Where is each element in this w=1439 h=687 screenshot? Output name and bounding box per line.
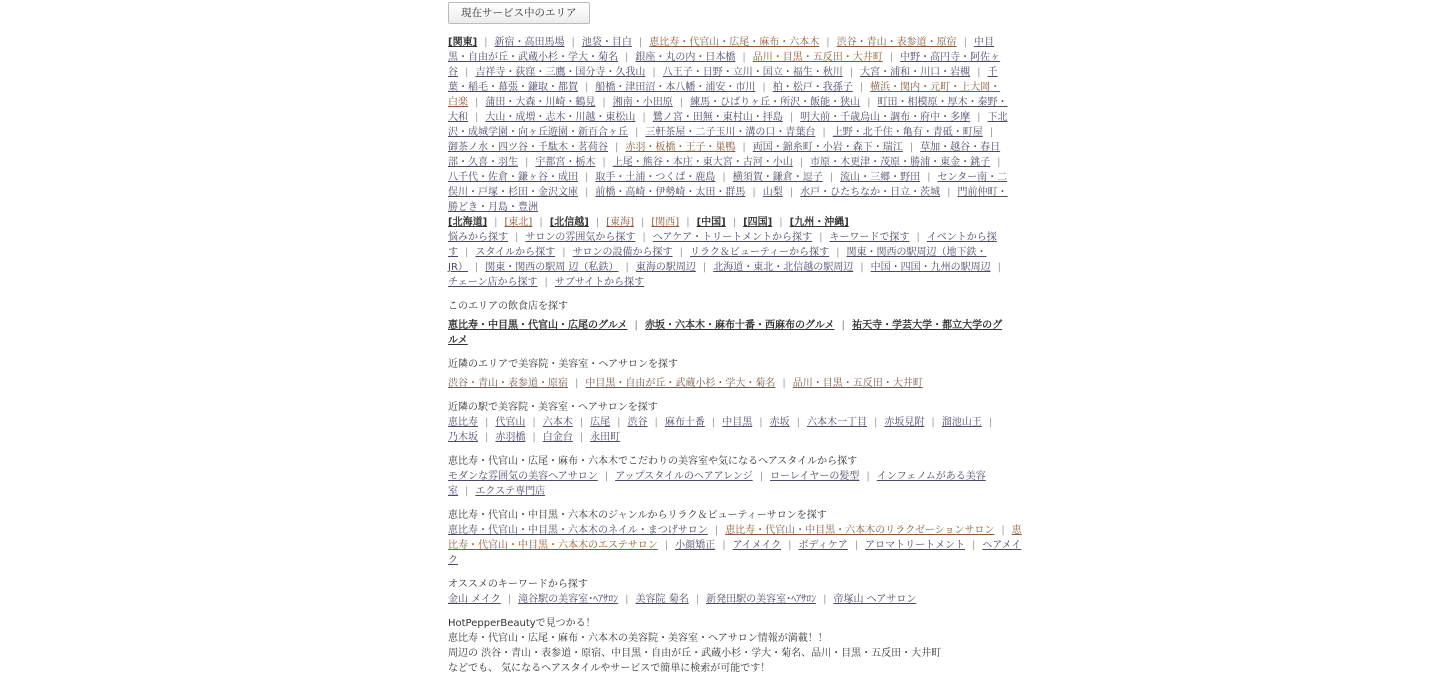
kanto-area-link-26[interactable]: 赤羽・板橋・王子・巣鴨 xyxy=(625,142,736,153)
nearby-station-link-4[interactable]: 渋谷 xyxy=(627,417,648,428)
separator: | xyxy=(977,112,981,123)
separator: | xyxy=(742,52,746,63)
separator: | xyxy=(475,112,479,123)
style-link-0[interactable]: モダンな雰囲気の美容ヘアサロン xyxy=(448,471,598,482)
kanto-area-link-25[interactable]: 御茶ノ水・四ツ谷・千駄木・茗荷谷 xyxy=(448,142,608,153)
footer-description xyxy=(448,616,1008,676)
search-method-link-11[interactable]: 北海道・東北・北信越の駅周辺 xyxy=(713,262,854,273)
separator: | xyxy=(947,187,951,198)
nearby-station-link-0[interactable]: 恵比寿 xyxy=(448,417,478,428)
separator: | xyxy=(909,142,914,153)
genre-link-1[interactable]: 恵比寿・代官山・中目黒・六本木のリラクゼーションサロン xyxy=(725,525,995,536)
search-method-link-12[interactable]: 中国・四国・九州の駅周辺 xyxy=(870,262,991,273)
gourmet-section xyxy=(448,299,1008,348)
search-method-link-5[interactable]: スタイルから探す xyxy=(475,247,556,258)
separator: | xyxy=(679,97,684,108)
footer-line-1: HotPepperBeautyで見つかる！ xyxy=(448,618,596,629)
separator: | xyxy=(963,37,968,48)
separator: | xyxy=(819,232,823,243)
separator: | xyxy=(532,417,536,428)
gourmet-link-1[interactable]: 赤坂・六本木・麻布十番・西麻布のグルメ xyxy=(645,320,835,331)
nearby-station-link-9[interactable]: 赤坂見附 xyxy=(884,417,925,428)
separator: | xyxy=(642,112,646,123)
nearby-station-link-6[interactable]: 中目黒 xyxy=(722,417,753,428)
region-link-2[interactable]: [北信越] xyxy=(549,217,589,228)
genre-link-2[interactable]: 恵比寿・代官山・中目黒・六本木のエステサロン xyxy=(448,525,1022,551)
separator: | xyxy=(722,172,726,183)
separator: | xyxy=(641,217,645,228)
nearby-area-link-0[interactable]: 渋谷・青山・表参道・原宿 xyxy=(448,378,568,389)
nearby-station-link-11[interactable]: 乃木坂 xyxy=(448,432,478,443)
kanto-area-link-14[interactable]: 横浜・関内・元町・上大岡・白楽 xyxy=(448,82,1001,108)
nearby-station-link-7[interactable]: 赤坂 xyxy=(769,417,790,428)
separator: | xyxy=(989,127,994,138)
keyword-link-2[interactable]: 美容院 菊名 xyxy=(635,594,689,605)
separator: | xyxy=(889,52,894,63)
nearby-station-link-13[interactable]: 白金台 xyxy=(542,432,573,443)
genre-link-4[interactable]: アイメイク xyxy=(732,540,782,551)
kanto-area-link-9[interactable]: 八王子・日野・立川・国立・福生・秋川 xyxy=(662,67,843,78)
separator: | xyxy=(836,247,840,258)
kanto-area-link-31[interactable]: 市原・木更津・茂原・勝浦・東金・銚子 xyxy=(810,157,991,168)
kanto-area-link-6[interactable]: 品川・目黒・五反田・大井町 xyxy=(752,52,883,63)
separator: | xyxy=(602,157,606,168)
kanto-area-link-27[interactable]: 両国・錦糸町・小岩・森下・瑞江 xyxy=(752,142,903,153)
nearby-station-link-12[interactable]: 赤羽橋 xyxy=(495,432,526,443)
nearby-station-link-1[interactable]: 代官山 xyxy=(495,417,526,428)
separator: | xyxy=(997,262,1001,273)
search-method-link-3[interactable]: キーワードで探す xyxy=(829,232,910,243)
kanto-area-link-38[interactable]: 山梨 xyxy=(762,187,783,198)
region-link-6[interactable]: [四国] xyxy=(743,217,773,228)
footer-line-2: 恵比寿・代官山・広尾・麻布・六本木の美容院・美容室・ヘアサロン情報が満載！！ xyxy=(448,633,828,644)
genre-title: 恵比寿・代官山・中目黒・六本木のジャンルからリラク＆ビューティーサロンを探す xyxy=(448,510,827,521)
separator: | xyxy=(977,67,981,78)
separator: | xyxy=(779,217,783,228)
footer-line-4: などでも、 気になるヘアスタイルやサービスで簡単に検索が可能です！ xyxy=(448,663,771,674)
region-link-7[interactable]: [九州・沖縄] xyxy=(789,217,849,228)
kanto-area-link-16[interactable]: 湘南・小田原 xyxy=(612,97,673,108)
kanto-area-link-19[interactable]: 大山・成増・志木・川越・東松山 xyxy=(485,112,636,123)
footer-line-3: 周辺の 渋谷・青山・表参道・原宿、中目黒・自由が丘・武蔵小杉・学大・菊名、品川・目黒・五反田・大井町 xyxy=(448,648,942,659)
separator: | xyxy=(544,277,548,288)
search-method-link-0[interactable]: 悩みから探す xyxy=(448,232,508,243)
region-link-1[interactable]: [東北] xyxy=(504,217,533,228)
nearby-station-title: 近隣の駅で美容院・美容室・ヘアサロンを探す xyxy=(448,402,658,413)
search-method-list xyxy=(448,230,1008,290)
kanto-area-link-34[interactable]: 横須賀・鎌倉・逗子 xyxy=(732,172,823,183)
gourmet-link-2[interactable]: 祐天寺・学芸大学・都立大学のグルメ xyxy=(448,320,1003,346)
separator: | xyxy=(532,432,536,443)
keyword-link-4[interactable]: 帝塚山 ヘアサロン xyxy=(833,594,917,605)
style-link-2[interactable]: ローレイヤーの髪型 xyxy=(770,471,860,482)
kanto-area-link-2[interactable]: 恵比寿・代官山・広尾・麻布・六本木 xyxy=(649,37,820,48)
genre-link-3[interactable]: 小顔矯正 xyxy=(675,540,716,551)
separator: | xyxy=(931,417,935,428)
kanto-area-link-21[interactable]: 明大前・千歳烏山・調布・府中・多摩 xyxy=(800,112,971,123)
nearby-station-link-2[interactable]: 六本木 xyxy=(542,417,573,428)
separator: | xyxy=(695,594,700,605)
separator: | xyxy=(585,172,589,183)
search-method-link-6[interactable]: サロンの設備から探す xyxy=(572,247,673,258)
separator: | xyxy=(789,187,794,198)
separator: | xyxy=(485,417,489,428)
separator: | xyxy=(625,52,629,63)
kanto-area-link-36[interactable]: センター南・二俣川・戸塚・杉田・金沢文庫 xyxy=(448,172,1008,198)
separator: | xyxy=(664,540,669,551)
separator: | xyxy=(732,217,737,228)
separator: | xyxy=(988,417,993,428)
kanto-area-link-23[interactable]: 三軒茶屋・二子玉川・溝の口・青葉台 xyxy=(645,127,816,138)
genre-link-5[interactable]: ボディケア xyxy=(798,540,848,551)
kanto-area-link-1[interactable]: 池袋・目白 xyxy=(581,37,632,48)
separator: | xyxy=(874,417,878,428)
separator: | xyxy=(759,471,764,482)
kanto-area-link-39[interactable]: 水戸・ひたちなか・日立・茨城 xyxy=(800,187,941,198)
style-link-1[interactable]: アップスタイルのヘアアレンジ xyxy=(615,471,753,482)
separator: | xyxy=(562,247,566,258)
gourmet-title: このエリアの飲食店を探す xyxy=(448,301,568,312)
separator: | xyxy=(799,157,804,168)
separator: | xyxy=(742,142,746,153)
separator: | xyxy=(634,320,639,331)
kanto-area-link-28[interactable]: 草加・越谷・春日部・久喜・羽生 xyxy=(448,142,1001,168)
separator: | xyxy=(972,540,976,551)
separator: | xyxy=(826,37,830,48)
nearby-area-link-2[interactable]: 品川・目黒・五反田・大井町 xyxy=(792,378,923,389)
genre-section xyxy=(448,508,1022,568)
kanto-area-link-22[interactable]: 下北沢・成城学園・向ヶ丘遊園・新百合ヶ丘 xyxy=(448,112,1008,138)
style-section xyxy=(448,454,1008,499)
keyword-section xyxy=(448,577,1008,607)
search-method-link-7[interactable]: リラク＆ビューティーから探す xyxy=(689,247,830,258)
separator: | xyxy=(642,232,646,243)
search-method-link-1[interactable]: サロンの雰囲気から探す xyxy=(525,232,636,243)
keyword-link-1[interactable]: 滝谷駅の美容室･ﾍｱｻﾛﾝ xyxy=(518,594,619,605)
separator: | xyxy=(927,172,931,183)
separator: | xyxy=(539,217,543,228)
style-link-3[interactable]: インフェノムがある美容室 xyxy=(448,471,986,497)
kanto-area-link-8[interactable]: 吉祥寺・荻窪・三鷹・国分寺・久我山 xyxy=(475,67,646,78)
kanto-area-link-4[interactable]: 中目黒・自由が丘・武蔵小杉・学大・菊名 xyxy=(448,37,995,63)
separator: | xyxy=(714,525,719,536)
kanto-area-link-33[interactable]: 取手・土浦・つくば・鹿島 xyxy=(595,172,716,183)
keyword-title: オススメのキーワードから探す xyxy=(448,579,588,590)
separator: | xyxy=(617,417,621,428)
search-method-link-10[interactable]: 東海の駅周辺 xyxy=(635,262,696,273)
kanto-area-link-20[interactable]: 鷺ノ宮・田無・東村山・拝島 xyxy=(652,112,783,123)
separator: | xyxy=(507,594,512,605)
nearby-area-link-1[interactable]: 中目黒・自由が丘・武蔵小杉・学大・菊名 xyxy=(585,378,776,389)
separator: | xyxy=(465,67,469,78)
style-title: 恵比寿・代官山・広尾・麻布・六本木でこだわりの美容室や気になるヘアスタイルから探す xyxy=(448,456,858,467)
separator: | xyxy=(494,217,498,228)
separator: | xyxy=(789,112,794,123)
kanto-area-list xyxy=(448,35,1008,215)
region-list xyxy=(448,215,1008,230)
separator: | xyxy=(604,471,609,482)
separator: | xyxy=(635,127,639,138)
nearby-area-title: 近隣のエリアで美容院・美容室・ヘアサロンを探す xyxy=(448,359,678,370)
separator: | xyxy=(823,594,827,605)
region-link-5[interactable]: [中国] xyxy=(696,217,726,228)
separator: | xyxy=(686,217,690,228)
nearby-station-link-5[interactable]: 麻布十番 xyxy=(664,417,705,428)
separator: | xyxy=(796,417,800,428)
separator: | xyxy=(615,142,619,153)
separator: | xyxy=(625,594,629,605)
kanto-area-link-7[interactable]: 中野・高円寺・阿佐ヶ谷 xyxy=(448,52,1001,78)
kanto-area-link-12[interactable]: 船橋・津田沼・本八幡・浦安・市川 xyxy=(595,82,756,93)
separator: | xyxy=(515,232,519,243)
separator: | xyxy=(722,540,726,551)
separator: | xyxy=(579,432,584,443)
kanto-area-link-29[interactable]: 宇都宮・栃木 xyxy=(535,157,596,168)
separator: | xyxy=(762,82,766,93)
kanto-area-link-13[interactable]: 柏・松戸・我孫子 xyxy=(772,82,853,93)
search-method-link-14[interactable]: サブサイトから探す xyxy=(554,277,645,288)
genre-link-6[interactable]: アロマトリートメント xyxy=(865,540,966,551)
separator: | xyxy=(474,262,479,273)
kanto-area-link-32[interactable]: 八千代・佐倉・鎌ヶ谷・成田 xyxy=(448,172,578,183)
kanto-area-link-17[interactable]: 練馬・ひばりヶ丘・所沢・飯能・狭山 xyxy=(690,97,861,108)
separator: | xyxy=(822,127,826,138)
kanto-area-link-30[interactable]: 上尾・熊谷・本庄・東大宮・古河・小山 xyxy=(612,157,793,168)
separator: | xyxy=(841,320,846,331)
nearby-station-link-14[interactable]: 永田町 xyxy=(590,432,621,443)
kanto-area-link-0[interactable]: 新宿・高田馬場 xyxy=(494,37,565,48)
kanto-area-link-35[interactable]: 流山・三郷・野田 xyxy=(840,172,921,183)
separator: | xyxy=(475,97,479,108)
kanto-area-link-10[interactable]: 大宮・浦和・川口・岩槻 xyxy=(860,67,971,78)
separator: | xyxy=(465,247,469,258)
separator: | xyxy=(484,37,488,48)
separator: | xyxy=(788,540,792,551)
kanto-area-link-5[interactable]: 銀座・丸の内・日本橋 xyxy=(635,52,736,63)
separator: | xyxy=(1001,525,1005,536)
separator: | xyxy=(866,471,870,482)
separator: | xyxy=(638,37,643,48)
separator: | xyxy=(854,540,859,551)
separator: | xyxy=(485,432,489,443)
nearby-station-link-8[interactable]: 六本木一丁目 xyxy=(807,417,867,428)
separator: | xyxy=(585,187,589,198)
kanto-area-link-11[interactable]: 千葉・稲毛・幕張・鎌取・都賀 xyxy=(448,67,998,93)
separator: | xyxy=(575,378,579,389)
gourmet-link-0[interactable]: 恵比寿・中目黒・代官山・広尾のグルメ xyxy=(448,320,628,331)
separator: | xyxy=(859,82,864,93)
separator: | xyxy=(702,262,707,273)
nearby-station-link-3[interactable]: 広尾 xyxy=(590,417,611,428)
separator: | xyxy=(829,172,834,183)
separator: | xyxy=(579,417,584,428)
region-link-0[interactable]: [北海道] xyxy=(448,217,488,228)
nearby-area-section xyxy=(448,357,1008,391)
separator: | xyxy=(679,247,683,258)
kanto-area-link-3[interactable]: 渋谷・青山・表参道・原宿 xyxy=(836,37,957,48)
separator: | xyxy=(465,486,469,497)
kanto-area-link-37[interactable]: 前橋・高崎・伊勢崎・太田・群馬 xyxy=(595,187,746,198)
nearby-station-section xyxy=(448,400,1008,445)
keyword-link-0[interactable]: 金山 メイク xyxy=(448,594,501,605)
separator: | xyxy=(759,417,763,428)
separator: | xyxy=(916,232,920,243)
genre-link-0[interactable]: 恵比寿・代官山・中目黒・六本木のネイル・まつげサロン xyxy=(448,525,708,536)
kanto-area-link-24[interactable]: 上野・北千住・亀有・青砥・町屋 xyxy=(832,127,983,138)
separator: | xyxy=(849,67,854,78)
separator: | xyxy=(652,67,656,78)
kanto-area-link-40[interactable]: 門前仲町・勝どき・月島・豊洲 xyxy=(448,187,1008,213)
kanto-area-link-15[interactable]: 蒲田・大森・川崎・鶴見 xyxy=(485,97,596,108)
footer-area-nav xyxy=(448,2,1022,676)
search-method-link-13[interactable]: チェーン店から探す xyxy=(448,277,538,288)
region-link-4[interactable]: [関西] xyxy=(651,217,680,228)
separator: | xyxy=(860,262,864,273)
separator: | xyxy=(571,37,575,48)
nearby-station-link-10[interactable]: 溜池山王 xyxy=(941,417,982,428)
search-method-link-4[interactable]: イベントから探す xyxy=(448,232,997,258)
separator: | xyxy=(525,157,529,168)
separator: | xyxy=(595,217,600,228)
search-method-link-2[interactable]: ヘアケア・トリートメントから探す xyxy=(652,232,813,243)
separator: | xyxy=(625,262,629,273)
keyword-link-3[interactable]: 新発田駅の美容室･ﾍｱｻﾛﾝ xyxy=(706,594,817,605)
genre-link-7[interactable]: ヘアメイク xyxy=(448,540,1022,566)
separator: | xyxy=(867,97,871,108)
separator: | xyxy=(782,378,786,389)
region-link-3[interactable]: [東海] xyxy=(606,217,635,228)
kanto-area-link-18[interactable]: 町田・相模原・厚木・秦野・大和 xyxy=(448,97,1008,123)
separator: | xyxy=(602,97,606,108)
search-method-link-9[interactable]: 関東・関西の駅周 辺（私鉄） xyxy=(485,262,619,273)
separator: | xyxy=(752,187,756,198)
search-method-link-8[interactable]: 関東・関西の駅周辺（地下鉄・JR） xyxy=(448,247,987,273)
region-link-kanto[interactable]: [関東] xyxy=(448,37,478,48)
style-link-4[interactable]: エクステ専門店 xyxy=(475,486,546,497)
separator: | xyxy=(711,417,716,428)
separator: | xyxy=(654,417,658,428)
separator: | xyxy=(585,82,589,93)
separator: | xyxy=(997,157,1001,168)
current-service-area-button[interactable]: 現在サービス中のエリア xyxy=(448,2,590,24)
